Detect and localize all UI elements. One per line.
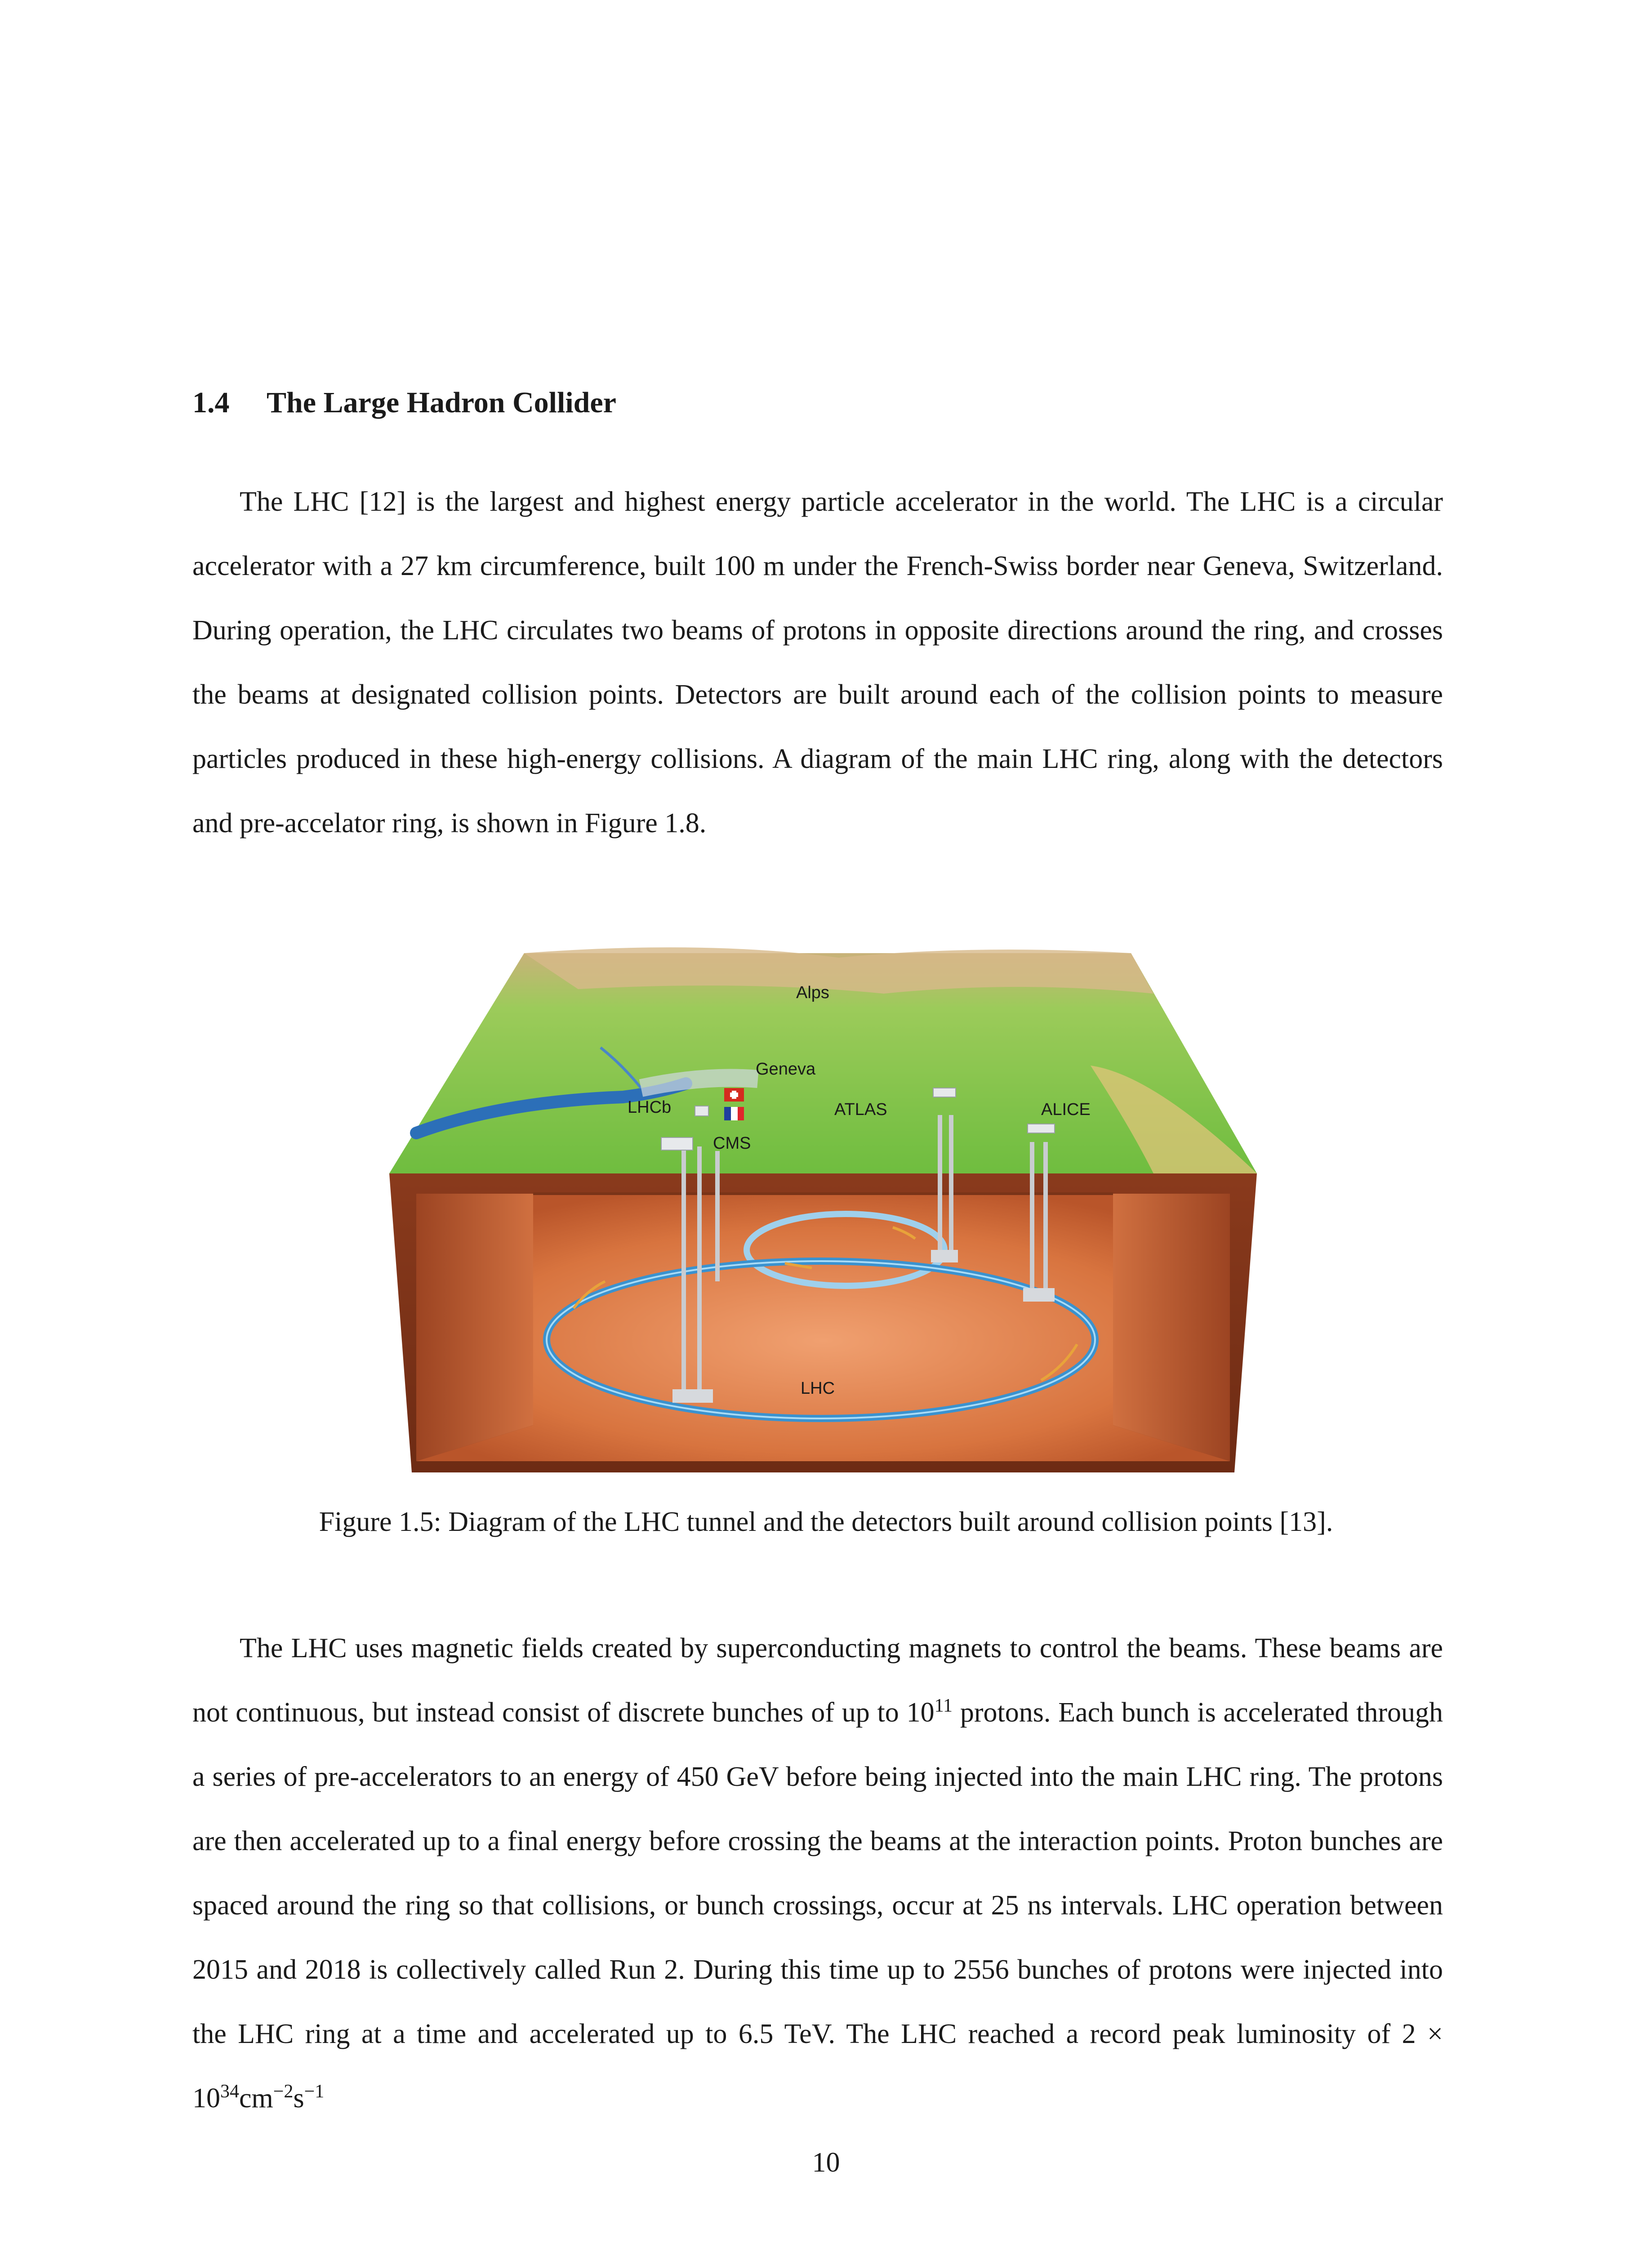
label-lhcb: LHCb: [628, 1098, 672, 1117]
exponent-34: 34: [220, 2081, 239, 2102]
label-geneva: Geneva: [756, 1060, 816, 1079]
section-heading: [192, 386, 616, 420]
paragraph-beams-text-2: protons. Each bunch is accelerated through a series of pre-accelerators to an energy of 450 GeV before being injected into the main LHC ring. The protons are then accelerated up to a final energy before crossing the beams at the interaction points. Proton bunches are spaced around the ring so that collisions, or bunch crossings, occur at 25 ns intervals. LHC operation between 2015 and 2018 is collectively called Run 2. During this time up to 2556 bunches of protons were injected into the LHC ring at a time and accelerated up to 6.5 TeV. The LHC reached a record peak luminosity of 2 × 10: [192, 1697, 1443, 2114]
terrain-surface: [389, 947, 1257, 1173]
french-flag-icon: [724, 1107, 744, 1120]
page-number: 10: [812, 2147, 840, 2178]
cutaway-left-wall: [416, 1194, 533, 1461]
exponent-11: 11: [934, 1695, 953, 1716]
unit-s: s: [293, 2083, 304, 2114]
cutaway-right-wall: [1113, 1194, 1230, 1461]
label-cms: CMS: [713, 1134, 751, 1153]
label-alps: Alps: [796, 983, 829, 1002]
label-lhc: LHC: [801, 1379, 835, 1398]
section-title: The Large Hadron Collider: [267, 386, 616, 419]
exponent-minus-2: −2: [273, 2081, 294, 2102]
paragraph-intro: The LHC [12] is the largest and highest energy particle accelerator in the world. The LHC is a circular accelerator with a 27 km circumference, built 100 m under the French-Swiss border near Geneva, Switzerland. During operation, the LHC circulates two beams of protons in opposite directions around the ring, and crosses the beams at designated collision points. Detectors are built around each of the collision points to measure particles produced in these high-energy collisions. A diagram of the main LHC ring, along with the detectors and pre-accelator ring, is shown in Figure 1.8.: [192, 486, 1443, 839]
exponent-minus-1: −1: [304, 2081, 325, 2102]
figure-caption: Figure 1.5: Diagram of the LHC tunnel and the detectors built around collision points [13].: [319, 1507, 1333, 1537]
unit-cm: cm: [239, 2083, 273, 2114]
paragraph-beams-text-1: The LHC uses magnetic fields created by superconducting magnets to control the beams. These beams are not continuous, but instead consist of discrete bunches of up to 10: [192, 1633, 1443, 1728]
label-alice: ALICE: [1041, 1100, 1091, 1119]
section-number: 1.4: [192, 386, 230, 419]
swiss-flag-icon: [724, 1088, 744, 1102]
label-atlas: ATLAS: [834, 1100, 887, 1119]
lhc-tunnel-diagram: [389, 940, 1257, 1472]
paragraph-beams: [192, 1616, 1443, 2131]
